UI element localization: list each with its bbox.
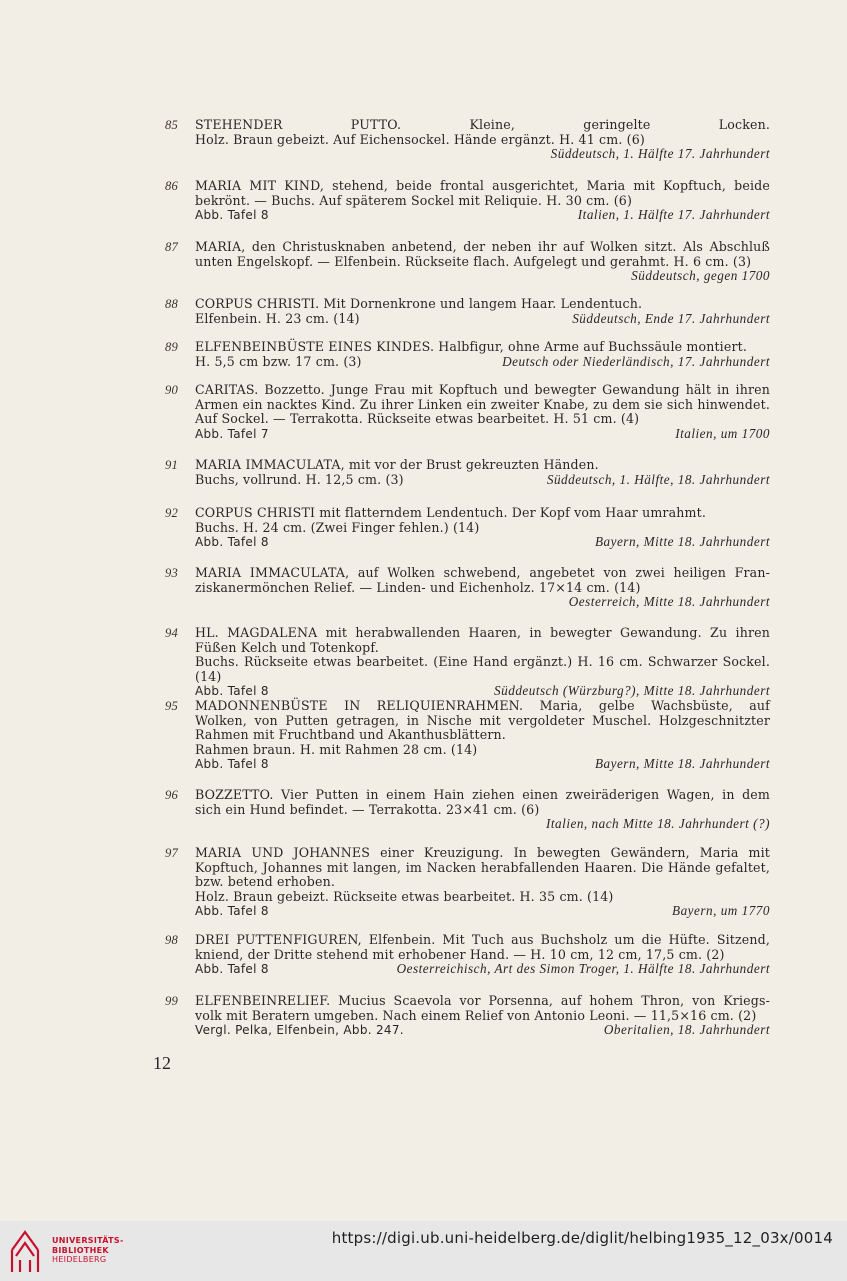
entry-line: Wolken, von Putten getragen, in Nische mit vergoldeter Muschel. Holzgeschnitzter	[195, 712, 770, 728]
catalog-entry	[166, 458, 770, 487]
plate-reference: Abb. Tafel 8	[195, 757, 269, 772]
catalog-entry	[166, 506, 770, 550]
entry-number: 96	[165, 788, 178, 802]
entry-line: sich ein Hund befindet. — Terrakotta. 23×41 cm. (6)	[195, 801, 540, 817]
entry-origin: Süddeutsch (Würzburg?), Mitte 18. Jahrhundert	[494, 683, 770, 699]
entry-origin: Oberitalien, 18. Jahrhundert	[603, 1022, 770, 1038]
plate-reference: Abb. Tafel 8	[195, 535, 269, 550]
entry-line: unten Engelskopf. — Elfenbein. Rückseite flach. Aufgelegt und gerahmt. H. 6 cm. (3)	[195, 253, 752, 269]
catalog-entry	[166, 383, 770, 441]
entry-line: H. 5,5 cm bzw. 17 cm. (3)	[195, 353, 362, 369]
catalog-entry	[166, 297, 770, 326]
entry-line: MARIA MIT KIND, stehend, beide frontal ausgerichtet, Maria mit Kopftuch, beide	[195, 178, 770, 193]
entry-line: MARIA IMMACULATA, auf Wolken schwebend, angebetet von zwei heiligen Fran-	[195, 565, 770, 580]
plate-reference: Vergl. Pelka, Elfenbein, Abb. 247.	[195, 1023, 404, 1038]
page-number: 12	[153, 1053, 171, 1073]
entry-line: Rahmen mit Fruchtband und Akanthusblättern.	[195, 727, 506, 743]
entry-line: DREI PUTTENFIGUREN, Elfenbein. Mit Tuch aus Buchsholz um die Hüfte. Sitzend,	[195, 932, 770, 947]
entry-origin: Süddeutsch, gegen 1700	[631, 268, 770, 284]
entry-line: Elfenbein. H. 23 cm. (14)	[195, 310, 360, 326]
entry-line: bekrönt. — Buchs. Auf späterem Sockel mit Reliquie. H. 30 cm. (6)	[195, 192, 633, 208]
entry-number: 91	[165, 458, 178, 472]
plate-reference: Abb. Tafel 7	[195, 426, 269, 441]
catalog-entry	[166, 626, 770, 699]
catalog-entry	[166, 788, 770, 832]
entry-number: 99	[165, 994, 178, 1008]
entry-line: ELFENBEINBÜSTE EINES KINDES. Halbfigur, ohne Arme auf Buchssäule montiert.	[195, 339, 747, 354]
entry-origin: Süddeutsch, 1. Hälfte, 18. Jahrhundert	[546, 471, 770, 487]
plate-reference: Abb. Tafel 8	[195, 684, 269, 699]
catalog-entry	[166, 933, 770, 977]
entry-line: volk mit Beratern umgeben. Nach einem Relief von Antonio Leoni. — 11,5×16 cm. (2)	[195, 1007, 757, 1023]
plate-reference: Abb. Tafel 8	[195, 208, 269, 223]
entry-origin: Italien, um 1700	[675, 425, 770, 441]
entry-origin: Süddeutsch, Ende 17. Jahrhundert	[572, 310, 770, 326]
catalog-entry	[166, 179, 770, 223]
entry-line: bzw. betend erhoben.	[195, 874, 335, 890]
catalog-entry	[166, 240, 770, 284]
source-url-link[interactable]: https://digi.ub.uni-heidelberg.de/diglit/helbing1935_12_03x/0014	[331, 1229, 833, 1247]
library-line: HEIDELBERG	[52, 1255, 107, 1264]
library-name	[52, 1236, 124, 1265]
entry-line: Rahmen braun. H. mit Rahmen 28 cm. (14)	[195, 741, 478, 757]
library-line: BIBLIOTHEK	[52, 1245, 109, 1255]
entry-line: CORPUS CHRISTI mit flatterndem Lendentuch. Der Kopf vom Haar umrahmt.	[195, 505, 706, 520]
entry-origin: Oesterreichisch, Art des Simon Troger, 1. Hälfte 18. Jahrhundert	[396, 961, 770, 977]
entry-origin: Bayern, um 1770	[672, 903, 770, 919]
entry-origin: Oesterreich, Mitte 18. Jahrhundert	[568, 594, 770, 610]
entry-line: Buchs. H. 24 cm. (Zwei Finger fehlen.) (14)	[195, 519, 480, 535]
entry-line: kniend, der Dritte stehend mit erhobener Hand. — H. 10 cm, 12 cm, 17,5 cm. (2)	[195, 946, 725, 962]
catalog-entry	[166, 994, 770, 1038]
entry-line: CORPUS CHRISTI. Mit Dornenkrone und langem Haar. Lendentuch.	[195, 296, 643, 311]
entry-line: MADONNENBÜSTE IN RELIQUIENRAHMEN. Maria, gelbe Wachsbüste, auf	[195, 698, 770, 713]
entry-number: 87	[165, 240, 178, 254]
entry-origin: Süddeutsch, 1. Hälfte 17. Jahrhundert	[550, 146, 770, 162]
entry-number: 95	[165, 699, 178, 713]
entry-line: BOZZETTO. Vier Putten in einem Hain ziehen einen zweiräderigen Wagen, in dem	[195, 787, 770, 802]
entry-line: Buchs, vollrund. H. 12,5 cm. (3)	[195, 471, 404, 487]
library-logo-icon	[8, 1228, 42, 1274]
entry-number: 86	[165, 179, 178, 193]
entry-line: MARIA IMMACULATA, mit vor der Brust gekreuzten Händen.	[195, 457, 599, 472]
entry-number: 90	[165, 383, 178, 397]
entry-number: 98	[165, 933, 178, 947]
entry-number: 97	[165, 846, 178, 860]
entry-line: ziskanermönchen Relief. — Linden- und Eichenholz. 17×14 cm. (14)	[195, 579, 641, 595]
library-line: UNIVERSITÄTS-	[52, 1236, 124, 1245]
entry-line: Auf Sockel. — Terrakotta. Rückseite etwas bearbeitet. H. 51 cm. (4)	[195, 411, 640, 427]
entry-origin: Bayern, Mitte 18. Jahrhundert	[594, 534, 770, 550]
entry-line: ELFENBEINRELIEF. Mucius Scaevola vor Porsenna, auf hohem Thron, von Kriegs-	[195, 993, 770, 1008]
entry-number: 85	[165, 118, 178, 132]
entry-line: HL. MAGDALENA mit herabwallenden Haaren, in bewegter Gewandung. Zu ihren	[195, 625, 770, 640]
entry-number: 92	[165, 506, 178, 520]
entry-number: 94	[165, 626, 178, 640]
catalog-entry	[166, 340, 770, 369]
entry-origin: Bayern, Mitte 18. Jahrhundert	[594, 756, 770, 772]
entry-line: MARIA, den Christusknaben anbetend, der neben ihr auf Wolken sitzt. Als Abschluß	[195, 239, 770, 254]
entry-origin: Italien, 1. Hälfte 17. Jahrhundert	[577, 207, 770, 223]
entry-number: 88	[165, 297, 178, 311]
entry-origin: Deutsch oder Niederländisch, 17. Jahrhundert	[502, 353, 770, 369]
entry-number: 89	[165, 340, 178, 354]
entry-line: Armen ein nacktes Kind. Zu ihrer Linken ein zweiter Knabe, zu dem sie sich hinwendet.	[195, 396, 770, 412]
entry-line: Holz. Braun gebeizt. Auf Eichensockel. Hände ergänzt. H. 41 cm. (6)	[195, 131, 645, 147]
entry-line: MARIA UND JOHANNES einer Kreuzigung. In bewegten Gewändern, Maria mit	[195, 845, 770, 860]
catalog-entry	[166, 846, 770, 919]
entry-line: Füßen Kelch und Totenkopf.	[195, 639, 379, 655]
plate-reference: Abb. Tafel 8	[195, 962, 269, 977]
entry-line: Kopftuch, Johannes mit langen, im Nacken herabfallenden Haaren. Die Hände gefaltet,	[195, 859, 770, 875]
entry-number: 93	[165, 566, 178, 580]
entry-line: Holz. Braun gebeizt. Rückseite etwas bearbeitet. H. 35 cm. (14)	[195, 888, 614, 904]
entry-line: STEHENDER PUTTO. Kleine, geringelte Locken.	[195, 117, 770, 132]
entry-origin: Italien, nach Mitte 18. Jahrhundert (?)	[546, 816, 770, 832]
plate-reference: Abb. Tafel 8	[195, 904, 269, 919]
catalog-entry	[166, 566, 770, 610]
catalog-entry	[166, 118, 770, 162]
catalog-entry	[166, 699, 770, 772]
entry-line: CARITAS. Bozzetto. Junge Frau mit Kopftuch und bewegter Gewandung hält in ihren	[195, 382, 770, 397]
entry-line: Buchs. Rückseite etwas bearbeitet. (Eine Hand ergänzt.) H. 16 cm. Schwarzer Sockel. (14)	[195, 654, 770, 684]
